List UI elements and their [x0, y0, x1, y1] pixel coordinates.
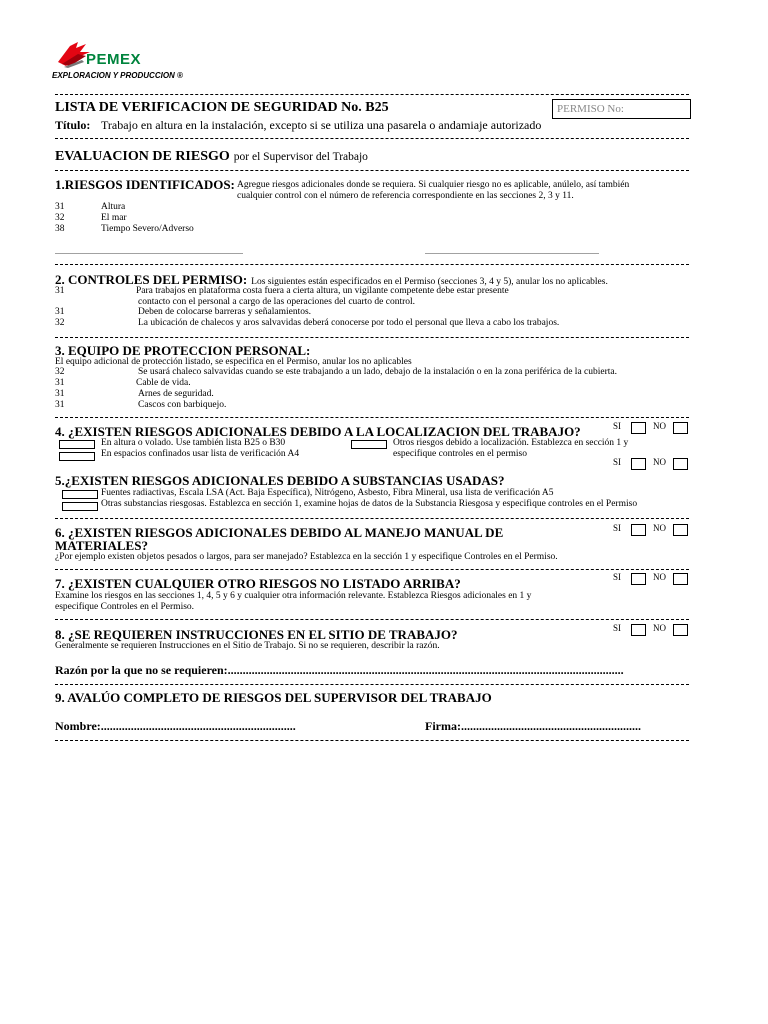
s7-desc-1: Examine los riesgos en las secciones 1, 4, 5 y 6 y cualquier otra información relevante. Establezca Riesgos adicionales en 1 y: [55, 591, 532, 601]
s1-blank-right[interactable]: .......................................................................................: [425, 247, 599, 256]
permiso-placeholder: PERMISO No:: [557, 103, 624, 115]
no-checkbox[interactable]: [673, 458, 688, 470]
si-checkbox[interactable]: [631, 524, 646, 536]
s8-razon-field[interactable]: Razón por la que no se requieren:....................................................................................................................................: [55, 663, 624, 677]
s2-item-num: 31: [55, 307, 65, 317]
si-label: SI: [613, 523, 622, 533]
s3-item-num: 31: [55, 389, 65, 399]
pemex-division: EXPLORACION Y PRODUCCION ®: [52, 71, 183, 80]
titulo-label: Título:: [55, 118, 91, 132]
si-checkbox[interactable]: [631, 624, 646, 636]
s7-title: 7. ¿EXISTEN CUALQUIER OTRO RIESGOS NO LISTADO ARRIBA?: [55, 576, 461, 591]
s2-item-text: Para trabajos en plataforma costa fuera a cierta altura, un vigilante competente debe estar presente: [136, 286, 509, 296]
no-checkbox[interactable]: [673, 524, 688, 536]
s1-item-num: 38: [55, 224, 65, 234]
s3-title: 3. EQUIPO DE PROTECCION PERSONAL:: [55, 343, 311, 358]
s9-title: 9. AVALÚO COMPLETO DE RIESGOS DEL SUPERVISOR DEL TRABAJO: [55, 690, 492, 705]
s2-item-num: 32: [55, 318, 65, 328]
s1-item-text: Tiempo Severo/Adverso: [101, 224, 194, 234]
firma-field[interactable]: Firma:............................................................: [425, 719, 641, 733]
s2-item-text: contacto con el personal a cargo de las operaciones del cuarto de control.: [138, 297, 416, 307]
s6-title-2: MATERIALES?: [55, 538, 148, 553]
s2-item-text: Deben de colocarse barreras y señalamientos.: [138, 307, 312, 317]
s3-item-num: 31: [55, 400, 65, 410]
s6-desc: ¿Por ejemplo existen objetos pesados o largos, para ser manejado? Establezca en la sección 1 y especifique Controles en el Permiso.: [55, 552, 558, 562]
s1-item-text: Altura: [101, 202, 126, 212]
permiso-field[interactable]: [552, 99, 691, 119]
si-checkbox[interactable]: [631, 458, 646, 470]
s1-blank-left[interactable]: ..............................................................................................: [55, 247, 243, 256]
no-label: NO: [653, 457, 666, 467]
s5-opt1-checkbox[interactable]: [62, 490, 98, 499]
no-label: NO: [653, 623, 666, 633]
s7-si-no: [611, 573, 689, 585]
si-label: SI: [613, 457, 622, 467]
s3-item-num: 32: [55, 367, 65, 377]
s5-si-no: [611, 458, 689, 470]
s7-desc-2: especifique Controles en el Permiso.: [55, 602, 195, 612]
s1-desc-2: cualquier control con el número de referencia correspondiente en las secciones 2, 3 y 11.: [237, 191, 574, 201]
s8-si-no: [611, 624, 689, 636]
pemex-brand: PEMEX: [86, 51, 142, 68]
s4-opt1-text: En altura o volado. Use también lista B25 o B30: [101, 438, 286, 448]
evaluacion-title: [55, 147, 368, 165]
s6-si-no: [611, 524, 689, 536]
si-label: SI: [613, 572, 622, 582]
si-label: SI: [613, 623, 622, 633]
s5-title: 5.¿EXISTEN RIESGOS ADICIONALES DEBIDO A SUBSTANCIAS USADAS?: [55, 473, 505, 488]
no-checkbox[interactable]: [673, 573, 688, 585]
no-checkbox[interactable]: [673, 624, 688, 636]
s4-si-no: [611, 422, 689, 434]
s1-item-num: 31: [55, 202, 65, 212]
s5-opt1-text: Fuentes radiactivas, Escala LSA (Act. Baja Específica), Nitrógeno, Asbesto, Fibra Mineral, usa lista de verificación A5: [101, 488, 554, 498]
nombre-field[interactable]: Nombre:.................................................................: [55, 719, 296, 733]
s3-desc: El equipo adicional de protección listado, se especifica en el Permiso, anular los no aplicables: [55, 357, 412, 367]
pemex-logo: [52, 40, 182, 85]
s4-opt3-text-1: Otros riesgos debido a localización. Establezca en sección 1 y: [393, 438, 629, 448]
s3-item-text: Cascos con barbiquejo.: [138, 400, 227, 410]
s2-item-text: La ubicación de chalecos y aros salvavidas deberá conocerse por todo el personal que lleva a cabo los trabajos.: [138, 318, 560, 328]
no-checkbox[interactable]: [673, 422, 688, 434]
no-label: NO: [653, 523, 666, 533]
s2-desc: Los siguientes están especificados en el Permiso (secciones 3, 4 y 5), anular los no aplicables.: [251, 277, 608, 287]
titulo-text: Trabajo en altura en la instalación, excepto si se utiliza una pasarela o andamiaje autorizado: [101, 118, 542, 132]
s4-title: 4. ¿EXISTEN RIESGOS ADICIONALES DEBIDO A LA LOCALIZACION DEL TRABAJO?: [55, 424, 581, 439]
si-checkbox[interactable]: [631, 573, 646, 585]
checklist-title: LISTA DE VERIFICACION DE SEGURIDAD No. B25: [55, 100, 389, 115]
s8-desc: Generalmente se requieren Instrucciones en el Sitio de Trabajo. Si no se requieren, describir la razón.: [55, 641, 440, 651]
s8-title: 8. ¿SE REQUIEREN INSTRUCCIONES EN EL SITIO DE TRABAJO?: [55, 627, 458, 642]
no-label: NO: [653, 421, 666, 431]
evaluacion-heading: EVALUACION DE RIESGO: [55, 149, 230, 164]
si-checkbox[interactable]: [631, 422, 646, 434]
s4-opt2-text: En espacios confinados usar lista de verificación A4: [101, 449, 300, 459]
s1-item-num: 32: [55, 213, 65, 223]
s6-title-1: 6. ¿EXISTEN RIESGOS ADICIONALES DEBIDO AL MANEJO MANUAL DE: [55, 525, 504, 540]
no-label: NO: [653, 572, 666, 582]
s3-item-num: 31: [55, 378, 65, 388]
s2-title: 2. CONTROLES DEL PERMISO:: [55, 272, 248, 287]
s4-opt3-text-2: especifique controles en el permiso: [393, 449, 528, 459]
s4-opt1-checkbox[interactable]: [59, 440, 95, 449]
si-label: SI: [613, 421, 622, 431]
s4-opt2-checkbox[interactable]: [59, 452, 95, 461]
s5-opt2-checkbox[interactable]: [62, 502, 98, 511]
s4-opt3-checkbox[interactable]: [351, 440, 387, 449]
s2-item-num: 31: [55, 286, 65, 296]
s1-title: 1.RIESGOS IDENTIFICADOS:: [55, 177, 235, 192]
s5-opt2-text: Otras substancias riesgosas. Establezca en sección 1, examine hojas de datos de la Substancia Riesgosa y especifique controles en el Permiso: [101, 499, 638, 509]
s3-item-text: Cable de vida.: [136, 378, 191, 388]
s3-item-text: Se usará chaleco salvavidas cuando se este trabajando a un lado, debajo de la instalación o en la zona periférica de la cubierta.: [138, 367, 618, 377]
evaluacion-subtitle: por el Supervisor del Trabajo: [233, 151, 368, 163]
s3-item-text: Arnes de seguridad.: [138, 389, 214, 399]
s1-item-text: El mar: [101, 213, 127, 223]
s1-desc-1: Agregue riesgos adicionales donde se requiera. Si cualquier riesgo no es aplicable, anúlelo, así también: [237, 180, 630, 190]
